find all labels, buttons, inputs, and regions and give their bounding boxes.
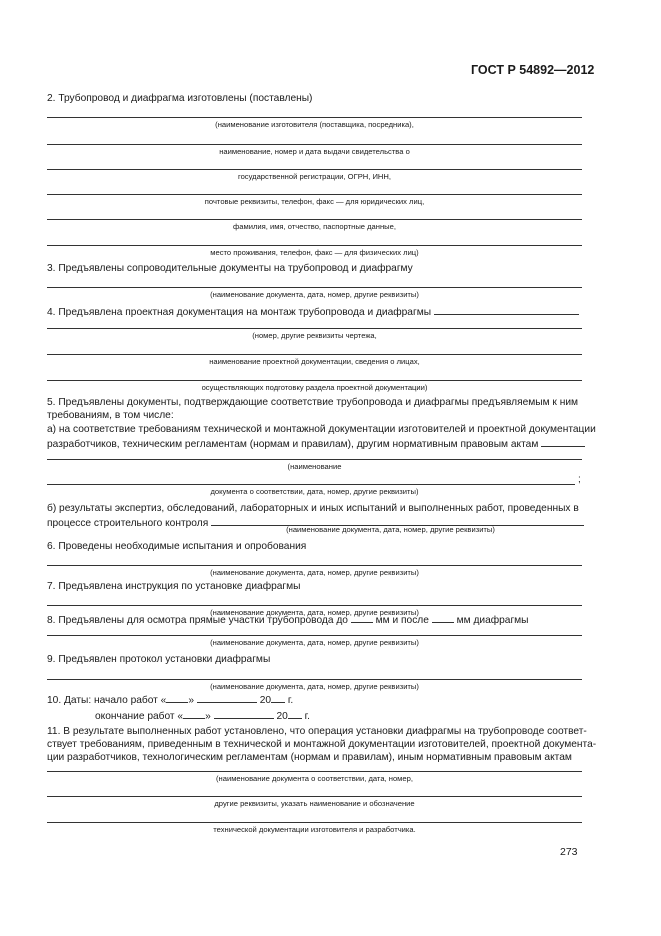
fill-line[interactable]: [47, 679, 582, 680]
fill-blank[interactable]: [541, 436, 585, 447]
item-5a-line2: разработчиков, техническим регламентам (нормам и правилам), другим нормативным правовым актам: [47, 436, 585, 452]
month-field[interactable]: [197, 692, 257, 703]
fill-blank[interactable]: [434, 304, 579, 315]
field-caption: наименование проектной документации, сведения о лицах,: [209, 357, 420, 366]
field-caption: наименование, номер и дата выдачи свидетельства о: [219, 147, 410, 156]
field-caption: (наименование документа, дата, номер, другие реквизиты): [210, 608, 419, 617]
date-start-row: 10. Даты: начало работ « » 20 г.: [47, 692, 293, 708]
fill-line[interactable]: [47, 219, 582, 220]
item-2-heading: 2. Трубопровод и диафрагма изготовлены (поставлены): [47, 93, 313, 104]
semicolon: ;: [578, 474, 581, 485]
fill-line[interactable]: [47, 605, 582, 606]
fill-line[interactable]: [47, 169, 582, 170]
item-7-heading: 7. Предъявлена инструкция по установке диафрагмы: [47, 581, 301, 592]
field-caption: технической документации изготовителя и разработчика.: [213, 825, 416, 834]
field-caption: фамилия, имя, отчество, паспортные данные,: [233, 222, 396, 231]
item-4-heading: 4. Предъявлена проектная документация на монтаж трубопровода и диафрагмы: [47, 304, 579, 320]
item-5-line2: требованиям, в том числе:: [47, 410, 174, 421]
item-5-line1: 5. Предъявлены документы, подтверждающие соответствие трубопровода и диафрагмы предъявляемым к ним: [47, 397, 579, 408]
item-11-line2: ствует требованиям, приведенным в технической и монтажной документации изготовителей, проектной документа-: [47, 739, 597, 750]
fill-line[interactable]: [47, 144, 582, 145]
fill-line[interactable]: [47, 796, 582, 797]
field-caption: (наименование документа, дата, номер, другие реквизиты): [210, 638, 419, 647]
fill-line[interactable]: [47, 822, 582, 823]
fill-line[interactable]: [47, 245, 582, 246]
date-end-row: окончание работ « » 20 г.: [95, 708, 310, 724]
item-9-heading: 9. Предъявлен протокол установки диафрагмы: [47, 654, 271, 665]
field-caption: другие реквизиты, указать наименование и обозначение: [214, 799, 415, 808]
fill-line[interactable]: [47, 771, 582, 772]
fill-line[interactable]: [47, 194, 582, 195]
field-caption: государственной регистрации, ОГРН, ИНН,: [237, 172, 391, 181]
fill-line[interactable]: [47, 328, 582, 329]
field-caption: (наименование документа, дата, номер, другие реквизиты): [210, 682, 419, 691]
item-5a-line1: а) на соответствие требованиям технической и монтажной документации изготовителей и проектной документации: [47, 424, 596, 435]
field-caption: документа о соответствии, дата, номер, другие реквизиты): [210, 487, 419, 496]
standard-designation: ГОСТ Р 54892—2012: [471, 63, 595, 77]
field-caption: (номер, другие реквизиты чертежа,: [252, 331, 377, 340]
fill-line[interactable]: [47, 117, 582, 118]
item-8-heading: 8. Предъявлены для осмотра прямые участки трубопровода до мм и после мм диафрагмы: [47, 612, 529, 628]
fill-line[interactable]: [47, 635, 582, 636]
field-caption: почтовые реквизиты, телефон, факс — для юридических лиц,: [204, 197, 425, 206]
day-field[interactable]: [183, 708, 205, 719]
fill-line[interactable]: [47, 459, 582, 460]
year-field[interactable]: [271, 692, 285, 703]
month-field[interactable]: [214, 708, 274, 719]
fill-blank[interactable]: [432, 612, 454, 623]
item-11-line3: ции разработчиков, технологическим регламентам (нормам и правилам), иным нормативным правовым актам: [47, 752, 572, 763]
field-caption: (наименование: [287, 462, 342, 471]
field-caption: (наименование документа о соответствии, дата, номер,: [216, 774, 413, 783]
item-11-line1: 11. В результате выполненных работ установлено, что операция установки диафрагмы на трубопроводе соответ-: [47, 726, 587, 737]
page-number: 273: [560, 846, 578, 858]
item-3-heading: 3. Предъявлены сопроводительные документы на трубопровод и диафрагму: [47, 263, 413, 274]
item-5b-line2: процессе строительного контроля: [47, 515, 584, 531]
year-field[interactable]: [288, 708, 302, 719]
fill-line[interactable]: [47, 287, 582, 288]
field-caption: осуществляющих подготовку раздела проектной документации): [201, 383, 428, 392]
field-caption: место проживания, телефон, факс — для физических лиц): [210, 248, 419, 257]
field-caption: (наименование документа, дата, номер, другие реквизиты): [210, 568, 419, 577]
day-field[interactable]: [166, 692, 188, 703]
field-caption: (наименование документа, дата, номер, другие реквизиты): [286, 525, 495, 534]
fill-blank[interactable]: [351, 612, 373, 623]
item-6-heading: 6. Проведены необходимые испытания и опробования: [47, 541, 307, 552]
field-caption: (наименование изготовителя (поставщика, посредника),: [215, 120, 414, 129]
fill-line[interactable]: [47, 484, 575, 485]
fill-line[interactable]: [47, 380, 582, 381]
fill-line[interactable]: [47, 565, 582, 566]
fill-line[interactable]: [47, 354, 582, 355]
item-5b-line1: б) результаты экспертиз, обследований, лабораторных и иных испытаний и выполненных работ, проведенных в: [47, 503, 579, 514]
field-caption: (наименование документа, дата, номер, другие реквизиты): [210, 290, 419, 299]
